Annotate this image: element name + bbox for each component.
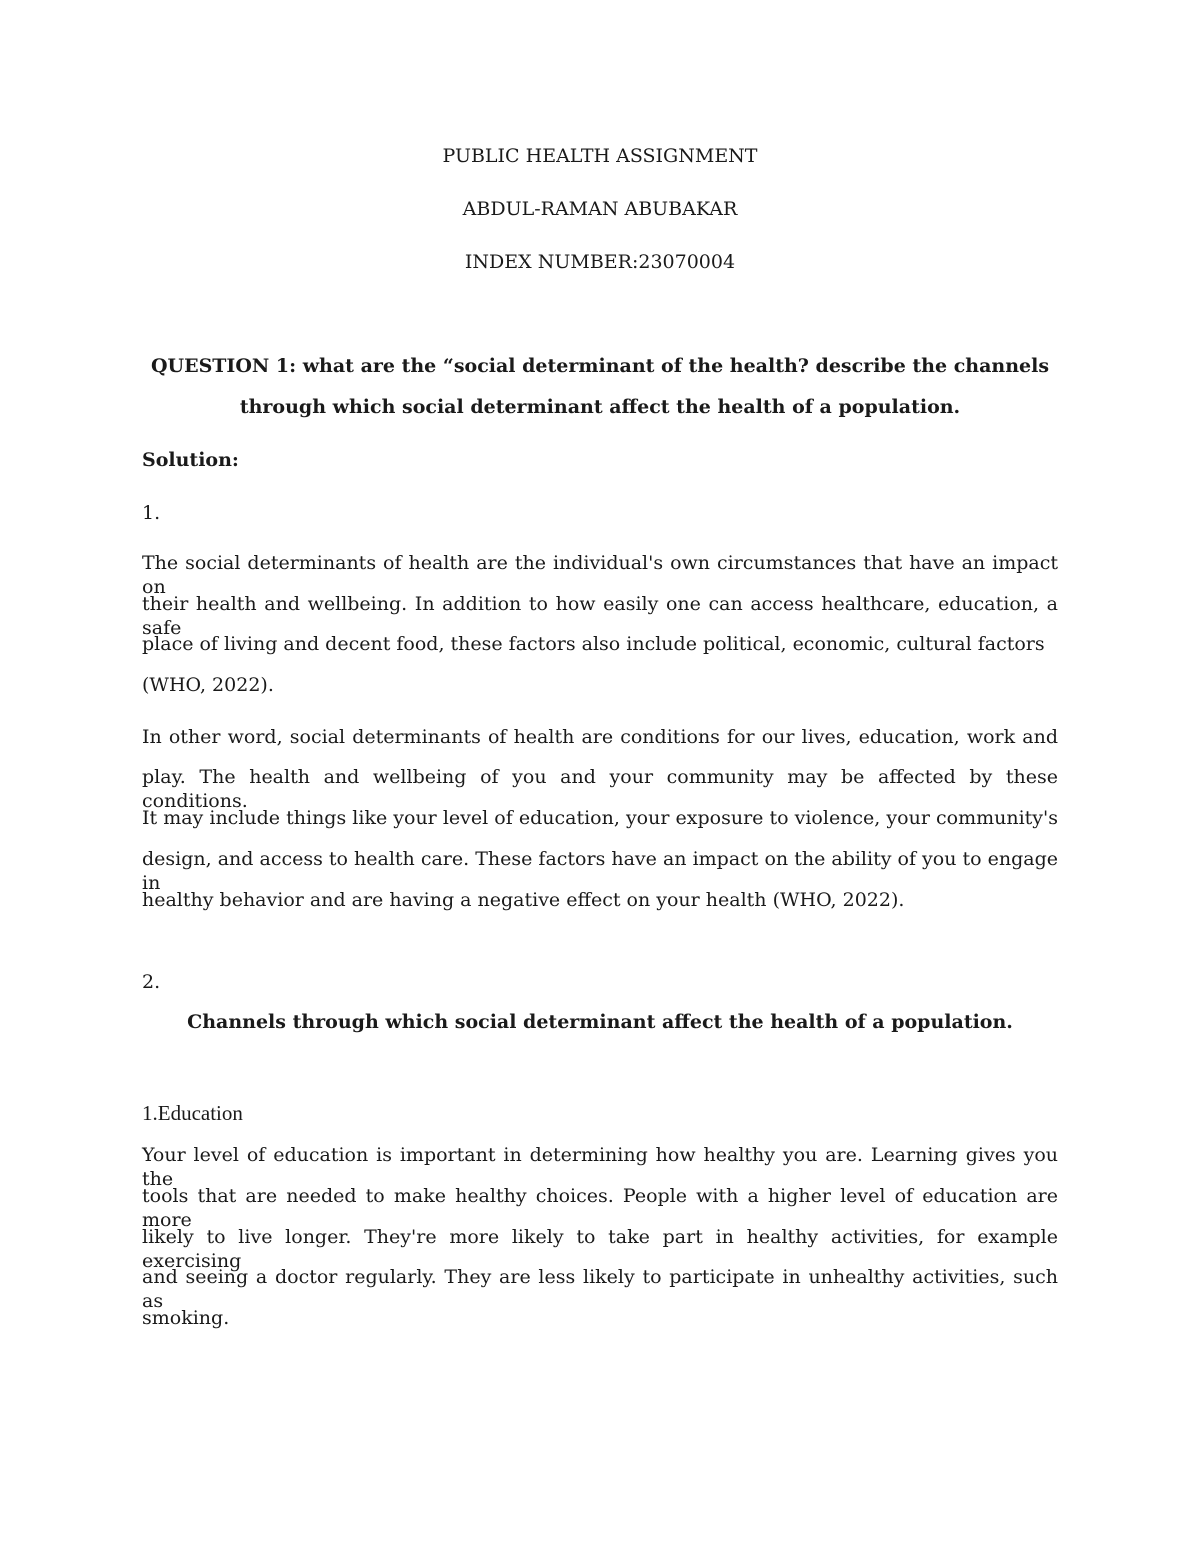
question-line-2: through which social determinant affect the health of a population. [239,396,961,418]
solution-label: Solution: [142,449,239,471]
paragraph-line: Your level of education is important in determining how healthy you are. Learning gives you the [142,1144,1058,1190]
part1-number: 1. [142,502,161,524]
paragraph-line: likely to live longer. They're more likely to take part in healthy activities, for example exercising [142,1226,1058,1272]
document-title: PUBLIC HEALTH ASSIGNMENT [442,145,758,167]
paragraph-line: and seeing a doctor regularly. They are less likely to participate in unhealthy activities, such as [142,1266,1058,1312]
paragraph-line: place of living and decent food, these factors also include political, economic, cultural factors [142,633,1045,655]
question-line-1: QUESTION 1: what are the “social determinant of the health? describe the channels [150,355,1050,377]
subsection-heading: 1.Education [142,1101,243,1125]
paragraph-line: It may include things like your level of education, your exposure to violence, your community's [142,807,1058,829]
paragraph-line: their health and wellbeing. In addition to how easily one can access healthcare, education, a safe [142,593,1058,639]
paragraph-line: healthy behavior and are having a negative effect on your health (WHO, 2022). [142,889,905,911]
section-heading: Channels through which social determinant affect the health of a population. [187,1011,1013,1033]
paragraph-line: In other word, social determinants of health are conditions for our lives, education, work and [142,726,1058,748]
paragraph-line: smoking. [142,1307,230,1329]
author-name: ABDUL-RAMAN ABUBAKAR [462,198,738,220]
index-number: INDEX NUMBER:23070004 [464,251,736,273]
paragraph-line: design, and access to health care. These factors have an impact on the ability of you to engage in [142,848,1058,894]
paragraph-line: tools that are needed to make healthy choices. People with a higher level of education are more [142,1185,1058,1231]
paragraph-line: play. The health and wellbeing of you and your community may be affected by these conditions. [142,766,1058,812]
paragraph-line: (WHO, 2022). [142,674,274,696]
paragraph-line: The social determinants of health are the individual's own circumstances that have an impact on [142,552,1058,598]
part2-number: 2. [142,971,161,993]
